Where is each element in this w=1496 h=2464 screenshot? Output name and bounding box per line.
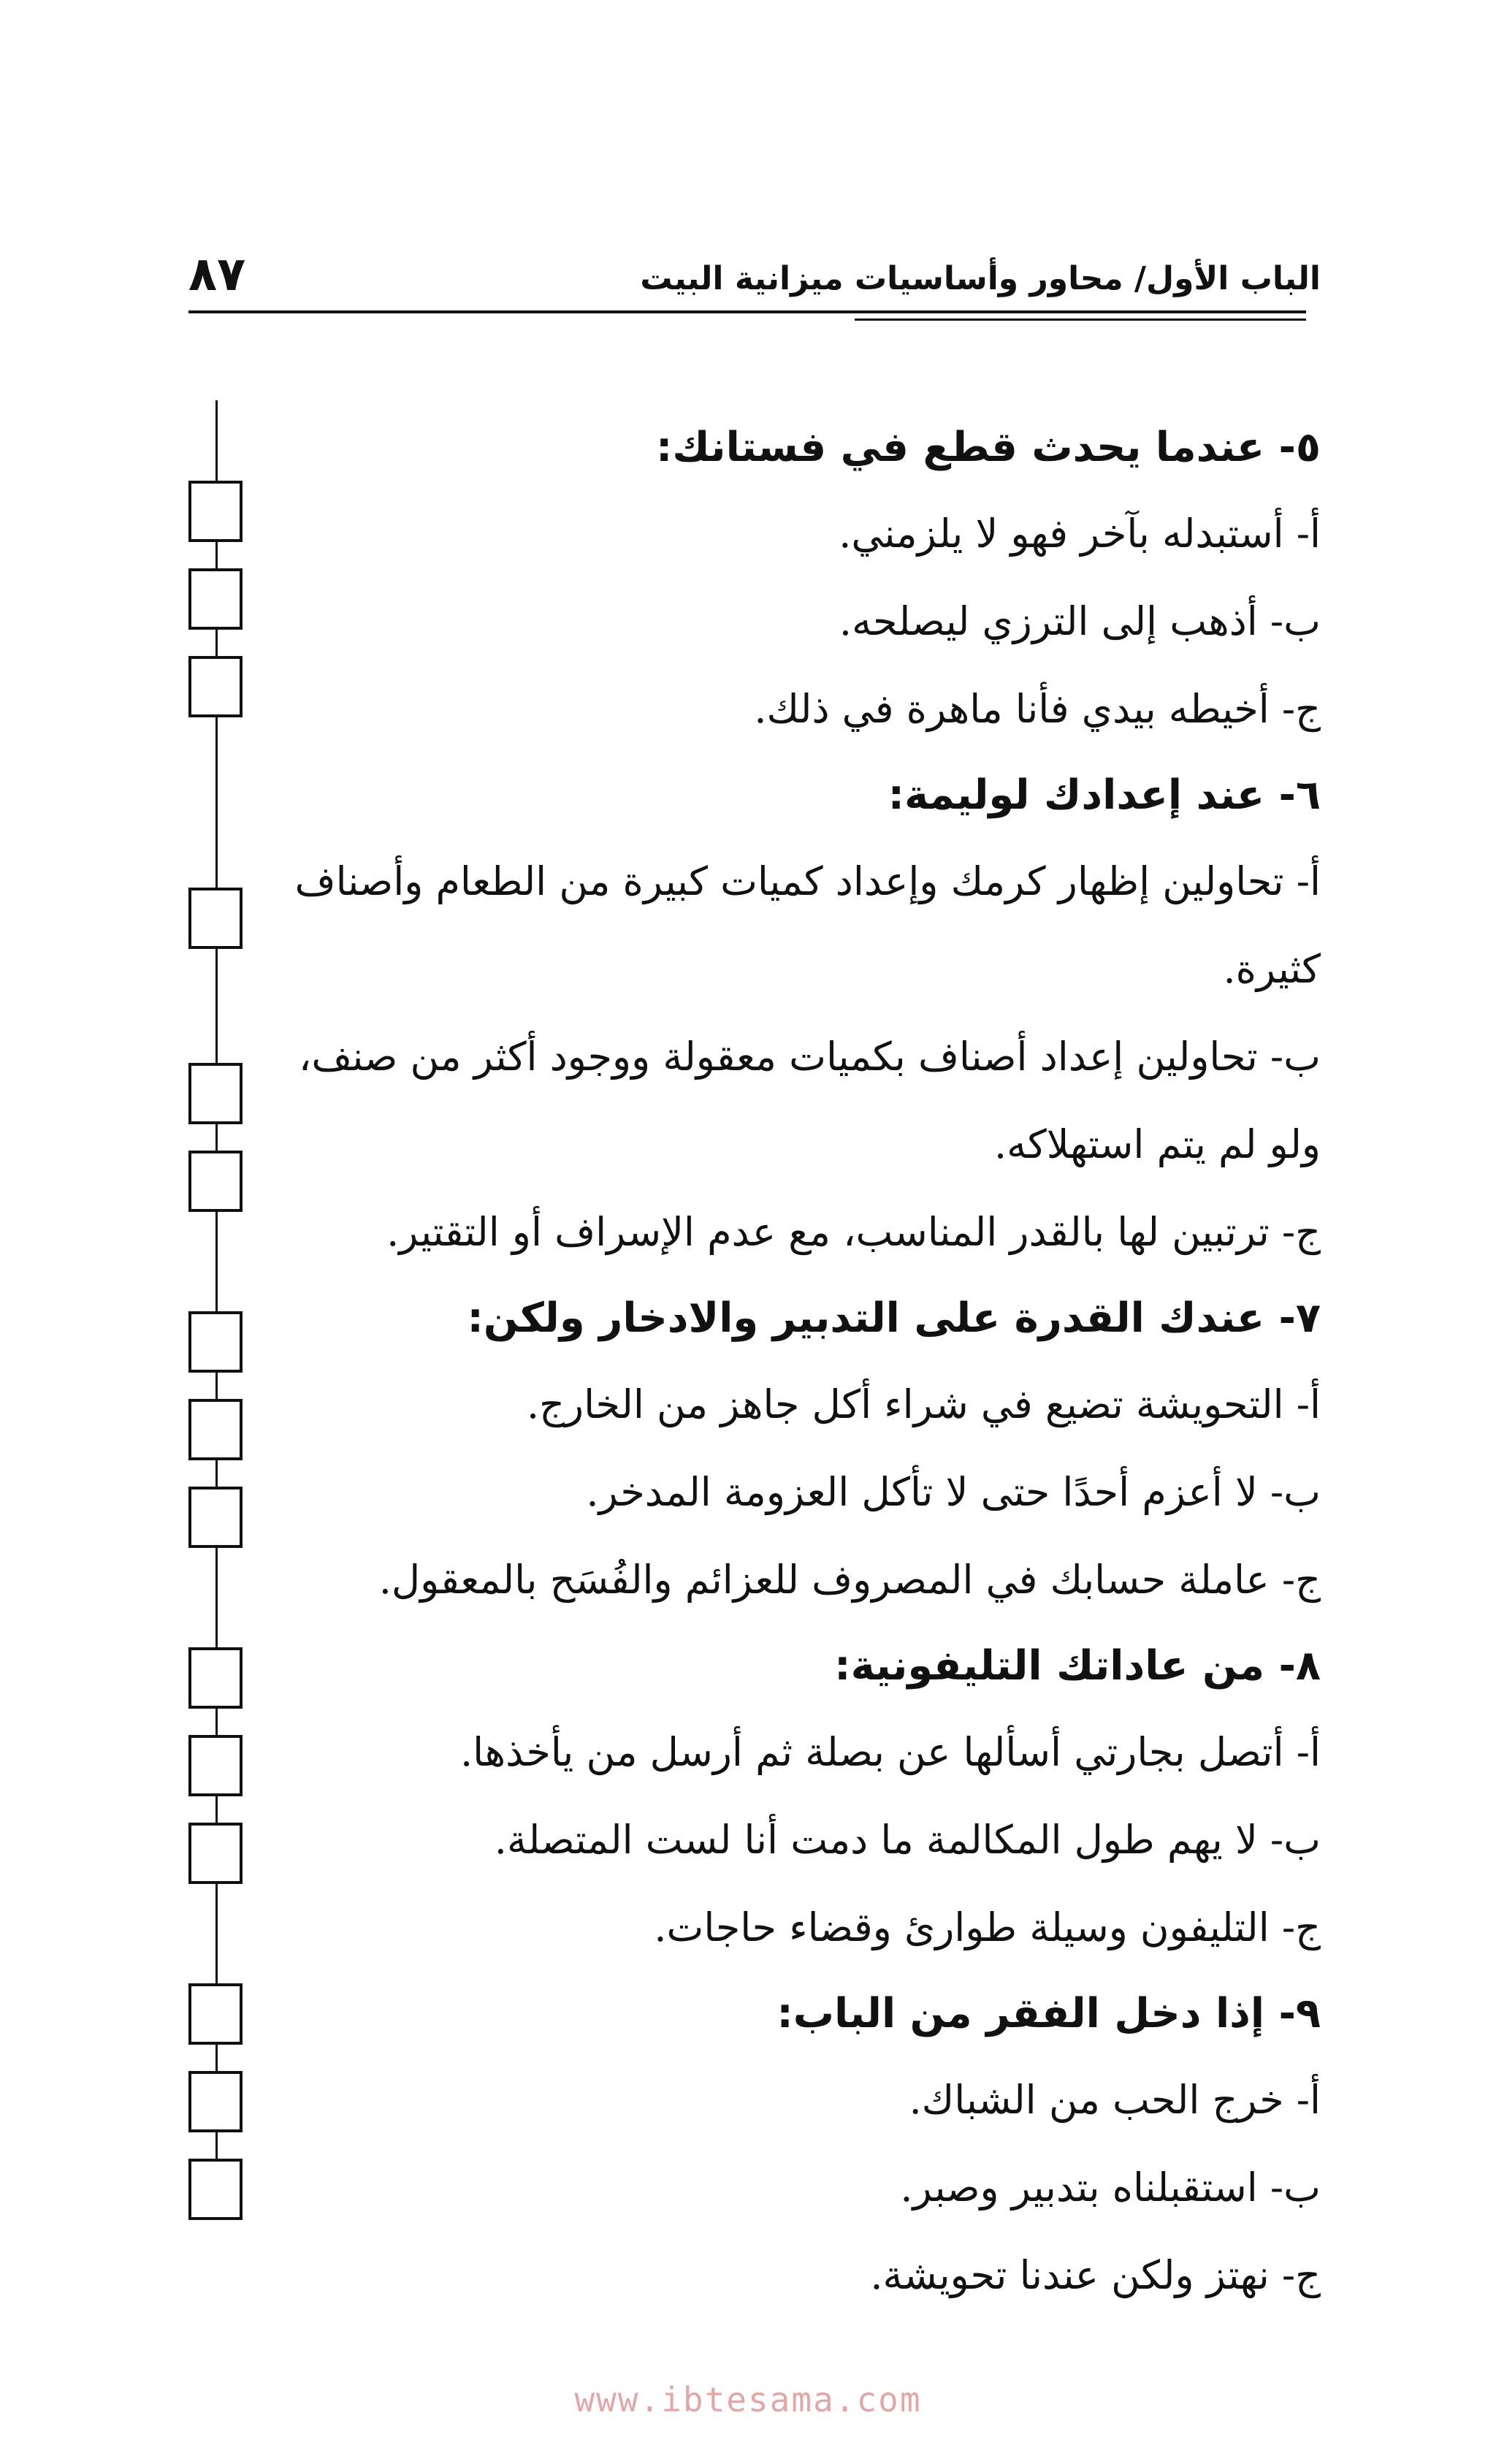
answer-checkbox[interactable]: [188, 2071, 243, 2132]
question-title: ٦- عند إعدادك لوليمة:: [888, 771, 1321, 819]
question-title: ٩- إذا دخل الفقر من الباب:: [776, 1990, 1321, 2037]
question-title: ٨- من عاداتك التليفونية:: [834, 1642, 1321, 1690]
answer-checkbox[interactable]: [188, 656, 243, 717]
answer-option: ب- لا يهم طول المكالمة ما دمت أنا لست المتصلة.: [494, 1817, 1321, 1863]
question-title: ٧- عندك القدرة على التدبير والادخار ولكن:: [467, 1294, 1321, 1342]
question-block: [283, 1276, 1321, 1624]
answer-option: ج- نهتز ولكن عندنا تحويشة.: [870, 2252, 1321, 2298]
question-title: ٥- عندما يحدث قطع في فستانك:: [656, 424, 1321, 471]
answer-checkbox[interactable]: [188, 1823, 243, 1884]
header-rule: [188, 310, 1306, 313]
question-block: [283, 1972, 1321, 2319]
question-block: [283, 405, 1321, 753]
answer-checkbox[interactable]: [188, 568, 243, 630]
answer-option: ب- أذهب إلى الترزي ليصلحه.: [839, 598, 1321, 644]
answer-checkbox[interactable]: [188, 1647, 243, 1709]
running-header-title: الباب الأول/ محاور وأساسيات ميزانية البيت: [640, 260, 1321, 297]
answer-checkbox[interactable]: [188, 1399, 243, 1460]
questionnaire: [283, 405, 1321, 2319]
answer-option: ج- التليفون وسيلة طوارئ وقضاء حاجات.: [654, 1904, 1321, 1950]
answer-checkbox[interactable]: [188, 1735, 243, 1796]
header-rule-underline: [855, 319, 1306, 321]
answer-checkbox[interactable]: [188, 2159, 243, 2220]
question-block: [283, 1624, 1321, 1972]
answer-checkbox[interactable]: [188, 1151, 243, 1212]
answer-checkbox[interactable]: [188, 481, 243, 542]
answer-option: ب- استقبلناه بتدبير وصبر.: [900, 2164, 1321, 2211]
answer-option: ب- لا أعزم أحدًا حتى لا تأكل العزومة المدخر.: [586, 1469, 1321, 1515]
answer-option: أ- أستبدله بآخر فهو لا يلزمني.: [839, 511, 1321, 557]
answer-option: أ- تحاولين إظهار كرمك وإعداد كميات كبيرة من الطعام وأصناف كثيرة.: [294, 858, 1321, 992]
answer-option: ب- تحاولين إعداد أصناف بكميات معقولة ووجود أكثر من صنف، ولو لم يتم استهلاكه.: [298, 1034, 1321, 1167]
answer-option: أ- خرج الحب من الشباك.: [909, 2077, 1321, 2123]
answer-option: ج- أخيطه بيدي فأنا ماهرة في ذلك.: [754, 686, 1321, 732]
answer-option: ج- عاملة حسابك في المصروف للعزائم والفُسَح بالمعقول.: [378, 1557, 1321, 1603]
answer-option: أ- التحويشة تضيع في شراء أكل جاهز من الخارج.: [527, 1381, 1321, 1427]
page-number: ٨٧: [188, 248, 246, 302]
answer-checkbox[interactable]: [188, 888, 243, 949]
answer-checkbox[interactable]: [188, 1983, 243, 2045]
watermark: www.ibtesama.com: [574, 2380, 922, 2419]
answer-option: ج- ترتبين لها بالقدر المناسب، مع عدم الإسراف أو التقتير.: [386, 1209, 1321, 1255]
answer-checkbox[interactable]: [188, 1063, 243, 1124]
answer-option: أ- أتصل بجارتي أسألها عن بصلة ثم أرسل من يأخذها.: [460, 1729, 1321, 1775]
answer-checkbox[interactable]: [188, 1487, 243, 1548]
answer-checkbox[interactable]: [188, 1311, 243, 1373]
question-block: [283, 753, 1321, 1276]
